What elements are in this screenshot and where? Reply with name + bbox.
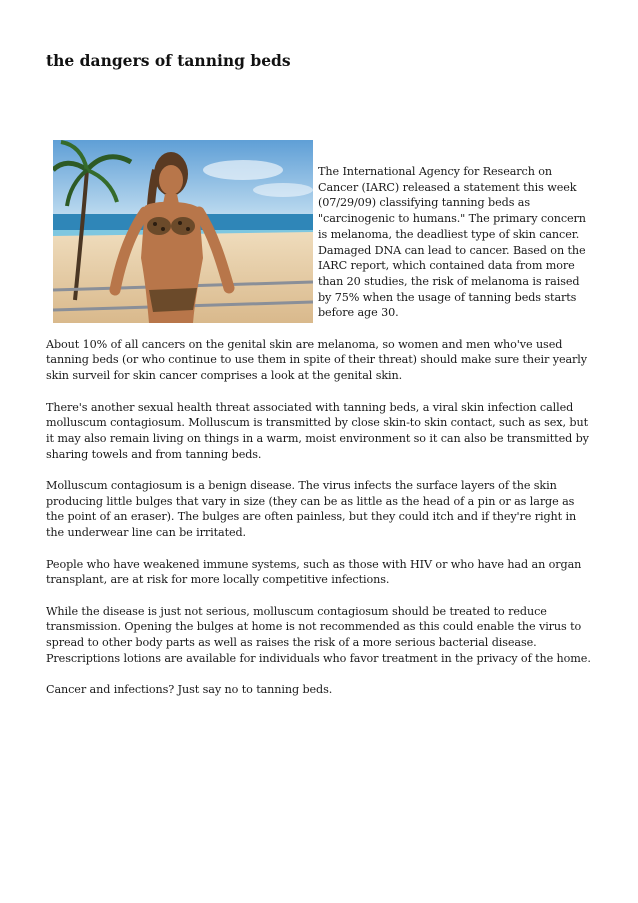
- paragraph: There's another sexual health threat associated with tanning beds, a viral skin infection called molluscum contagiosum. Molluscum is transmitted by close skin-to skin contact, such as sex, but it may also remain living on things in a warm, moist environment so it can also be transmitted by sharing towels and from tanning beds.: [46, 400, 589, 461]
- document-title: the dangers of tanning beds: [46, 51, 291, 70]
- paragraph: About 10% of all cancers on the genital skin are melanoma, so women and men who've used tanning beds (or who continue to use them in spite of their threat) should make sure their yearly skin surveil for skin cancer comprises a look at the genital skin.: [46, 337, 587, 383]
- article-body: [46, 164, 592, 714]
- paragraph: Molluscum contagiosum is a benign disease. The virus infects the surface layers of the skin producing little bulges that vary in size (they can be as little as the head of a pin or as large as the point of an eraser). The bulges are often painless, but they could itch and if they're right in the underwear line can be irritated.: [46, 479, 577, 540]
- image-wrap-spacer: [46, 164, 318, 329]
- paragraph: While the disease is just not serious, molluscum contagiosum should be treated to reduce transmission. Opening the bulges at home is not recommended as this could enable the virus to spread to other body parts as well as raises the risk of a more serious bacterial disease. Prescriptions lotions are available for individuals who favor treatment in the privacy of the home.: [46, 604, 591, 665]
- paragraph: Cancer and infections? Just say no to tanning beds.: [46, 683, 333, 697]
- paragraph: The International Agency for Research on Cancer (IARC) released a statement this week (07/29/09) classifying tanning beds as "carcinogenic to humans." The primary concern is melanoma, the deadliest type of skin cancer. Damaged DNA can lead to cancer. Based on the IARC report, which contained data from more than 20 studies, the risk of melanoma is raised by 75% when the usage of tanning beds starts before age 30.: [318, 165, 586, 320]
- paragraph: People who have weakened immune systems, such as those with HIV or who have had an organ transplant, are at risk for more locally competitive infections.: [46, 557, 582, 587]
